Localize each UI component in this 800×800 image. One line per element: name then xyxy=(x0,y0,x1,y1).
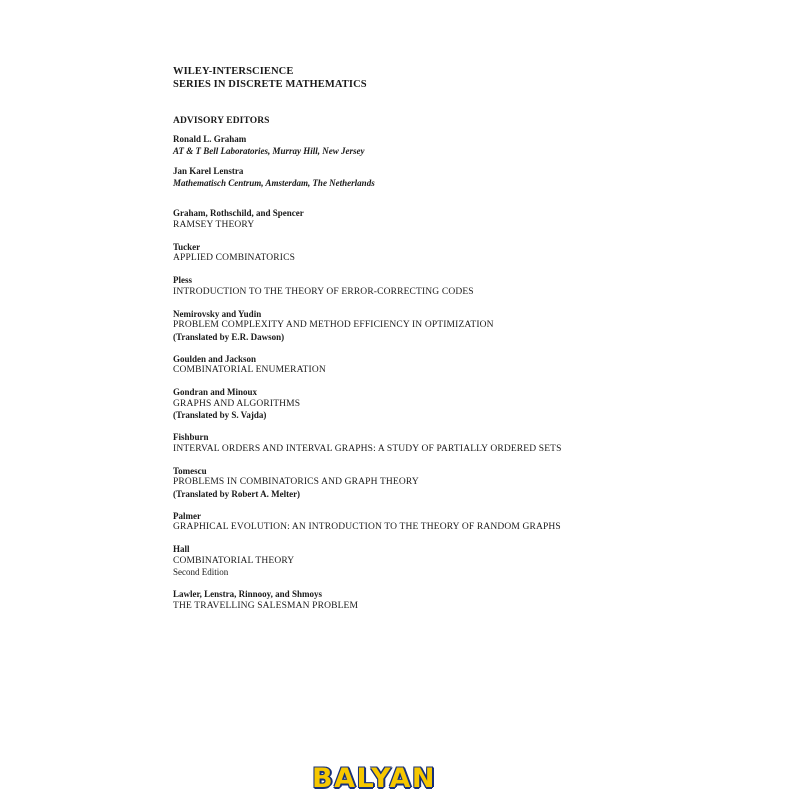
book-entry xyxy=(173,589,653,612)
book-translator-note: (Translated by S. Vajda) xyxy=(173,410,267,420)
book-entry xyxy=(173,309,653,344)
series-page xyxy=(173,66,653,623)
book-authors: Graham, Rothschild, and Spencer xyxy=(173,208,304,218)
book-title: APPLIED COMBINATORICS xyxy=(173,253,296,263)
book-entry xyxy=(173,387,653,422)
book-title: GRAPHICAL EVOLUTION: AN INTRODUCTION TO THE THEORY OF RANDOM GRAPHS xyxy=(173,522,561,532)
editor-affiliation: Mathematisch Centrum, Amsterdam, The Netherlands xyxy=(173,178,375,188)
book-entry xyxy=(173,275,653,298)
book-title: THE TRAVELLING SALESMAN PROBLEM xyxy=(173,600,359,611)
book-title: PROBLEM COMPLEXITY AND METHOD EFFICIENCY IN OPTIMIZATION xyxy=(173,320,494,330)
advisory-editors-heading: ADVISORY EDITORS xyxy=(173,116,270,126)
book-title: INTRODUCTION TO THE THEORY OF ERROR-CORRECTING CODES xyxy=(173,286,474,297)
book-entry xyxy=(173,354,653,377)
publisher-name: WILEY-INTERSCIENCE xyxy=(173,66,294,77)
book-authors: Tomescu xyxy=(173,465,207,476)
book-title: COMBINATORIAL THEORY xyxy=(173,555,295,566)
editor-name: Jan Karel Lenstra xyxy=(173,166,244,176)
book-authors: Lawler, Lenstra, Rinnooy, and Shmoys xyxy=(173,589,322,599)
book-translator-note: (Translated by E.R. Dawson) xyxy=(173,331,285,342)
editor-name: Ronald L. Graham xyxy=(173,134,247,144)
book-title: RAMSEY THEORY xyxy=(173,219,255,230)
book-entry xyxy=(173,466,653,501)
book-authors: Palmer xyxy=(173,510,201,521)
book-authors: Nemirovsky and Yudin xyxy=(173,308,262,319)
book-authors: Goulden and Jackson xyxy=(173,353,257,364)
book-title: COMBINATORIAL ENUMERATION xyxy=(173,365,326,375)
book-translator-note: (Translated by Robert A. Melter) xyxy=(173,488,301,499)
book-edition: Second Edition xyxy=(173,567,229,577)
editor-affiliation: AT & T Bell Laboratories, Murray Hill, New Jersey xyxy=(173,146,365,156)
editor-entry xyxy=(173,165,653,189)
book-entry xyxy=(173,208,653,231)
book-title: PROBLEMS IN COMBINATORICS AND GRAPH THEORY xyxy=(173,477,419,487)
series-name: SERIES IN DISCRETE MATHEMATICS xyxy=(173,78,367,90)
book-entry xyxy=(173,432,653,455)
watermark-logo: BALYAN xyxy=(312,763,436,794)
book-list xyxy=(173,208,653,612)
book-authors: Pless xyxy=(173,275,192,285)
book-entry xyxy=(173,544,653,579)
book-authors: Fishburn xyxy=(173,432,209,442)
book-title: INTERVAL ORDERS AND INTERVAL GRAPHS: A STUDY OF PARTIALLY ORDERED SETS xyxy=(173,443,562,454)
book-authors: Hall xyxy=(173,544,190,554)
book-authors: Tucker xyxy=(173,241,201,252)
editor-entry xyxy=(173,133,653,157)
book-entry xyxy=(173,242,653,265)
book-title: GRAPHS AND ALGORITHMS xyxy=(173,398,301,409)
book-authors: Gondran and Minoux xyxy=(173,387,258,397)
book-entry xyxy=(173,511,653,534)
